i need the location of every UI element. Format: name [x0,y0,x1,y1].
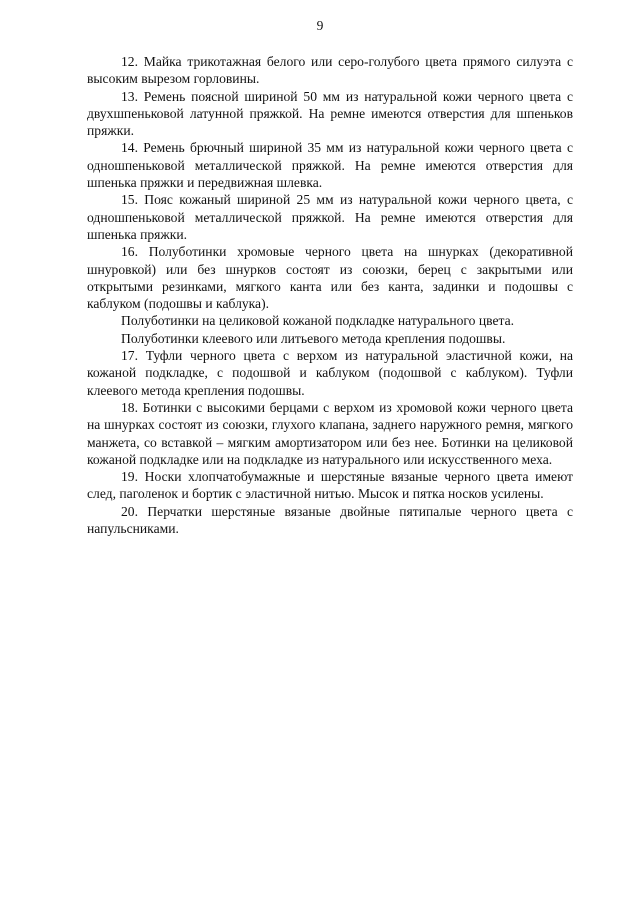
paragraph-18-boots: 18. Ботинки с высокими берцами с верхом из хромовой кожи черного цвета на шнурках состоят из союзки, глухого клапана, заднего наружного ремня, мягкого манжета, со вставкой – мягким амортизатором или без нее. Ботинки на целиковой кожаной подкладке или на подкладке из натурального или искусственного меха. [87,399,573,467]
document-body [87,53,573,537]
paragraph-15-leather-belt: 15. Пояс кожаный шириной 25 мм из натуральной кожи черного цвета, с одношпеньковой металлической пряжкой. На ремне имеются отверстия для шпенька пряжки. [87,192,573,242]
paragraph-17-shoes: 17. Туфли черного цвета с верхом из натуральной эластичной кожи, на кожаной подкладке, с подошвой и каблуком (подошвой с каблуком). Туфли клеевого метода крепления подошвы. [87,348,573,398]
paragraph-14-trouser-belt: 14. Ремень брючный шириной 35 мм из натуральной кожи черного цвета с одношпеньковой металлической пряжкой. На ремне имеются отверстия для шпенька пряжки и передвижная шлевка. [87,140,573,191]
paragraph-12-tshirt: 12. Майка трикотажная белого или серо-голубого цвета прямого силуэта с высоким вырезом горловины. [87,54,573,87]
page-number: 9 [316,18,324,33]
paragraph-20-gloves: 20. Перчатки шерстяные вязаные двойные пятипалые черного цвета с напульсниками. [87,503,573,537]
paragraph-19-socks: 19. Носки хлопчатобумажные и шерстяные вязаные черного цвета имеют след, паголенок и бортик с эластичной нитью. Мысок и пятка носков усилены. [87,469,573,502]
paragraph-13-waist-belt: 13. Ремень поясной шириной 50 мм из натуральной кожи черного цвета с двухшпеньковой латунной пряжкой. На ремне имеются отверстия для шпеньков пряжки. [87,88,573,139]
paragraph-16-lining: Полуботинки на целиковой кожаной подкладке натурального цвета. [121,313,515,329]
paragraph-16-sole-method: Полуботинки клеевого или литьевого метода крепления подошвы. [121,330,506,346]
paragraph-16-low-shoes: 16. Полуботинки хромовые черного цвета на шнурках (декоративной шнуровкой) или без шнурков состоят из союзки, берец с закрытыми или открытыми резинками, мягкого канта или без канта, задинки и подошвы с каблуком (подошвы и каблука). [87,244,573,312]
